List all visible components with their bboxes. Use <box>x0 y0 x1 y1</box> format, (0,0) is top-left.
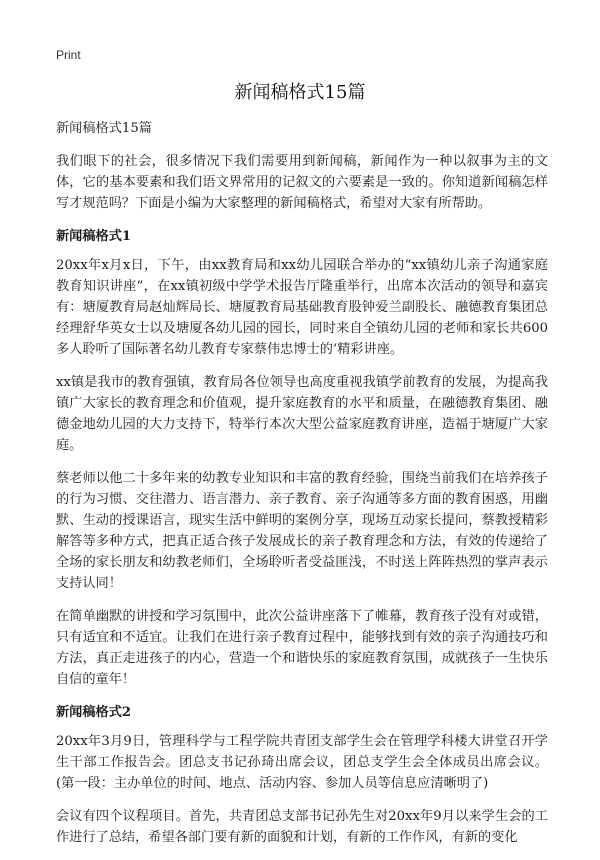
paragraph: 20xx年x月x日，下午，由xx教育局和xx幼儿园联合举办的“xx镇幼儿亲子沟通家庭教育知识讲座”，在xx镇初级中学学术报告厅隆重举行，出席本次活动的领导和嘉宾有：塘厦教育局赵灿辉局长、塘厦教育局基础教育股钟爱兰副股长、融德教育集团总经理舒华英女士以及塘厦各幼儿园的园长，同时来自全镇幼儿园的老师和家长共600多人聆听了国际著名幼儿教育专家蔡伟忠博士的‘精彩讲座。 <box>56 258 548 357</box>
section-2 <box>56 702 548 848</box>
paragraph: 在简单幽默的讲授和学习氛围中，此次公益讲座落下了帷幕，教育孩子没有对或错，只有适宜和不适宜。让我们在进行亲子教育过程中，能够找到有效的亲子沟通技巧和方法，真正走进孩子的内心，营造一个和谐快乐的家庭教育氛围，成就孩子一生快乐自信的童年！ <box>56 609 548 687</box>
section-heading: 新闻稿格式1 <box>56 229 132 244</box>
print-link[interactable]: Print <box>56 48 81 62</box>
paragraph: 蔡老师以他二十多年来的幼教专业知识和丰富的教育经验，围绕当前我们在培养孩子的行为习惯、交往潜力、语言潜力、亲子教育、亲子沟通等多方面的教育困惑，用幽默、生动的授课语言，现实生活中鲜明的案例分享，现场互动家长提问，蔡教授精彩解答等多种方式，把真正适合孩子发展成长的亲子教育理念和方法，有效的传递给了全场的家长朋友和幼教老师们，全场聆听者受益匪浅，不时送上阵阵热烈的掌声表示支持认同！ <box>56 471 548 591</box>
intro-paragraph: 我们眼下的社会，很多情况下我们需要用到新闻稿，新闻作为一种以叙事为主的文体，它的基本要素和我们语文界常用的记叙文的六要素是一致的。你知道新闻稿怎样写才规范吗？下面是小编为大家整理的新闻稿格式，希望对大家有所帮助。 <box>56 154 548 211</box>
page-title: 新闻稿格式15篇 <box>234 82 366 103</box>
document-body <box>56 118 548 860</box>
document-subtitle: 新闻稿格式15篇 <box>56 121 152 136</box>
section-heading: 新闻稿格式2 <box>56 705 132 720</box>
paragraph: xx镇是我市的教育强镇，教育局各位领导也高度重视我镇学前教育的发展，为提高我镇广大家长的教育理念和价值观，提升家庭教育的水平和质量，在融德教育集团、融德金地幼儿园的大力支持下，特举行本次大型公益家庭教育讲座，造福于塘厦广大家庭。 <box>56 375 548 453</box>
paragraph: 20xx年3月9日，管理科学与工程学院共青团支部学生会在管理学科楼大讲堂召开学生干部工作报告会。团总支书记孙琦出席会议，团总支学生会全体成员出席会议。(第一段：主办单位的时间、地点、活动内容、参加人员等信息应清晰明了) <box>56 734 548 791</box>
section-1 <box>56 226 548 690</box>
paragraph: 会议有四个议程项目。首先，共青团总支部书记孙先生对20xx年9月以来学生会的工作进行了总结，希望各部门要有新的面貌和计划，有新的工作作风，有新的变化 <box>56 809 548 845</box>
